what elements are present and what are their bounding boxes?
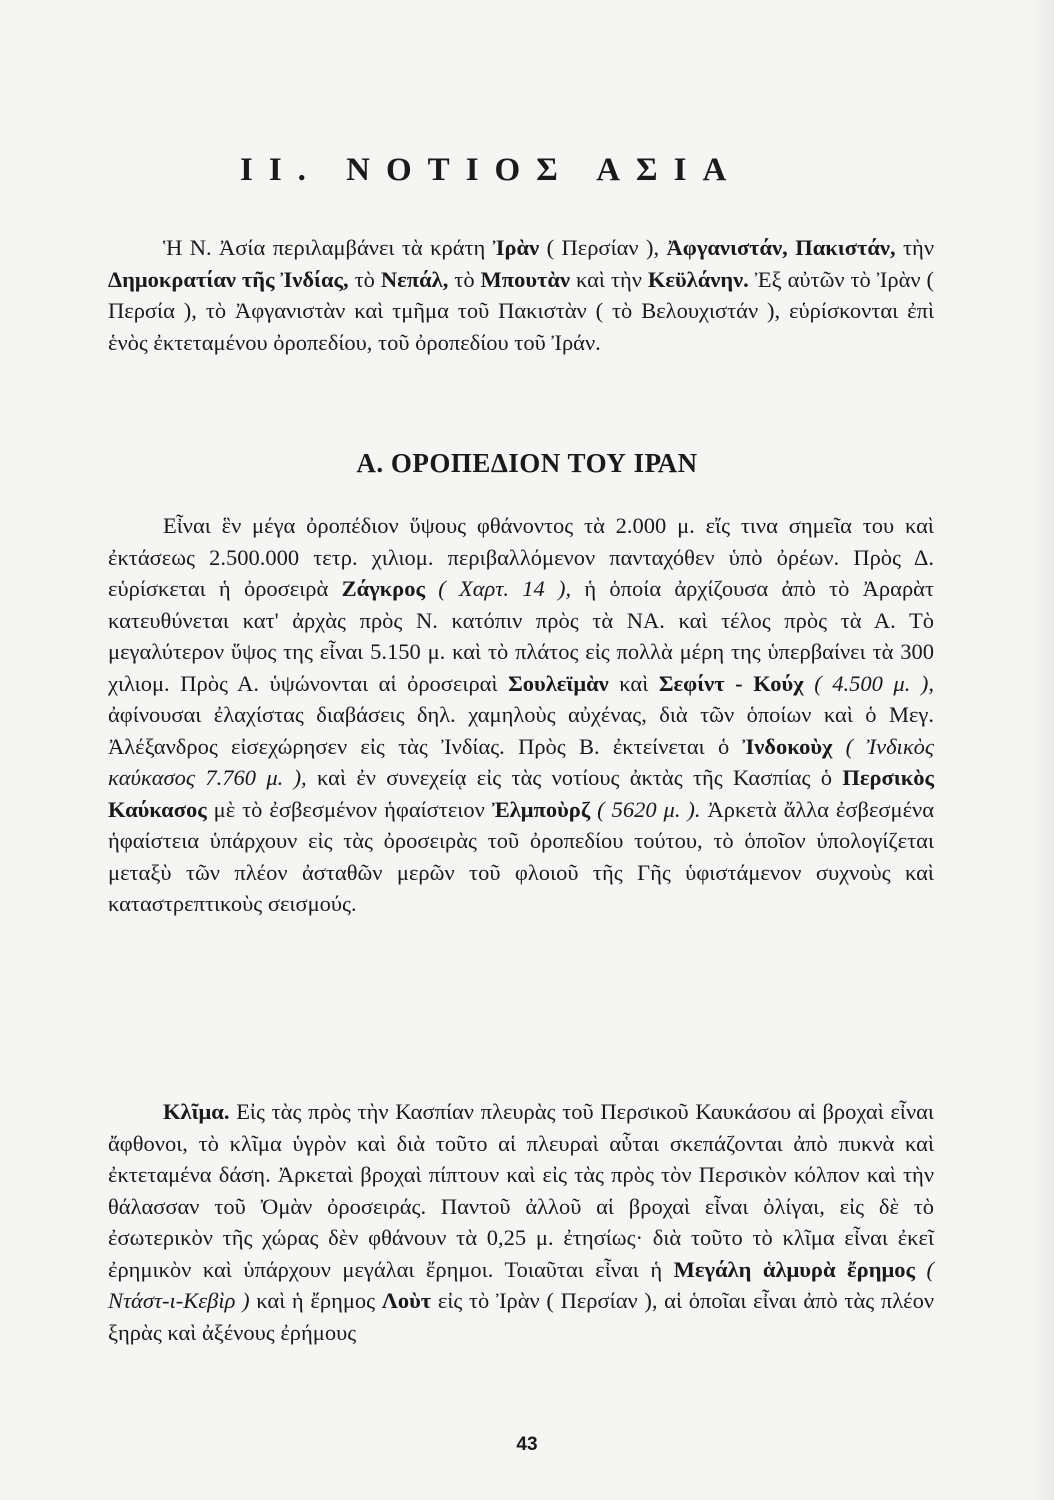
text-run: καὶ ἡ ἔρημος <box>249 1288 382 1313</box>
scan-edge-shadow <box>1032 0 1054 1500</box>
country-iran: Ἰρὰν <box>492 235 540 260</box>
term-lut: Λοὺτ <box>381 1288 432 1313</box>
map-reference: ( Χαρτ. 14 ), <box>438 576 572 601</box>
intro-paragraph <box>108 232 934 358</box>
term-elbrus: Ἐλμποὺρζ <box>491 796 591 822</box>
section-title: Α. ΟΡΟΠΕΔΙΟΝ ΤΟΥ ΙΡΑΝ <box>356 448 698 478</box>
text-run: ( Περσίαν ), <box>539 235 667 260</box>
climate-paragraph <box>108 1096 934 1348</box>
term-great-salt-desert: Μεγάλη ἁλμυρὰ ἔρημος <box>673 1256 915 1282</box>
height-reference: ( 4.500 μ. ), <box>814 670 935 696</box>
term-suleiman: Σουλεϊμὰν <box>508 670 609 696</box>
text-run: τὴν <box>895 235 934 260</box>
height-reference: ( 5620 μ. ). <box>597 796 701 822</box>
text-run: καὶ <box>608 670 659 696</box>
text-run: τὸ <box>448 266 481 292</box>
term-zagros: Ζάγκρος <box>341 576 425 601</box>
text-run: Ἀρκετὰ ἄλλα ἐσβεσμένα ἡφαίστεια ὑπάρχουν εἰς τὰς ὀροσειρὰς τοῦ ὀροπεδίου τούτου, τὸ ὁποῖον ὑπολογίζεται μεταξὺ τῶν πλέον ἀσταθῶν μερῶν τοῦ φλοιοῦ τῆς Γῆς ὑφιστάμενον συχνοὺς καὶ καταστρεπτικοὺς σεισμούς. <box>108 796 934 916</box>
text-run: ἡ ὁποία ἀρχίζουσα ἀπὸ τὸ Ἀραρὰτ κατευθύνεται κατ' ἀρχὰς πρὸς Ν. κατόπιν πρὸς τὰ ΝΑ. καὶ τέλος πρὸς τὰ Α. Τὸ μεγαλύτερον ὕψος της εἶναι 5.150 μ. καὶ τὸ πλάτος εἰς πολλὰ μέρη της ὑπερβαίνει τὰ 300 χιλιομ. Πρὸς Α. ὑψώνονται αἱ ὀροσειραὶ <box>108 576 935 696</box>
text-run: καὶ ἐν συνεχείᾳ εἰς τὰς νοτίους ἀκτὰς τῆς Κασπίας ὁ <box>306 765 843 790</box>
country-bhutan: Μπουτὰν <box>480 266 571 292</box>
page-number: 43 <box>516 1434 538 1455</box>
country-names: Ἀφγανιστάν, Πακιστάν, <box>666 235 896 260</box>
text-run: τὸ <box>348 266 381 292</box>
chapter-title: ΙΙ. ΝΟΤΙΟΣ ΑΣΙΑ <box>240 152 743 188</box>
text-run: Ἐξ αὐτῶν τὸ Ἰρὰν ( Περσία ), τὸ Ἀφγανιστὰν καὶ τμῆμα τοῦ Πακιστὰν ( τὸ Βελουχιστάν ), εὑρίσκονται ἐπὶ ἑνὸς ἐκτεταμένου ὀροπεδίου, τοῦ ὀροπεδίου τοῦ Ἰράν. <box>108 266 934 355</box>
text-run: Εἶναι ἓν μέγα ὀροπέδιον ὕψους φθάνοντος τὰ 2.000 μ. εἴς τινα σημεῖα του καὶ ἐκτάσεως 2.500.000 τετρ. χιλιομ. περιβαλλόμενον πανταχόθεν ὑπὸ ὀρέων. Πρὸς Δ. εὑρίσκεται ἡ ὀροσειρὰ <box>108 513 934 601</box>
height-reference: ( Ἰνδικὸς καύκασος 7.760 μ. ), <box>108 733 934 790</box>
country-ceylon: Κεϋλάνην. <box>647 266 749 292</box>
term-persian-caucasus: Περσικὸς Καύκασος <box>108 765 934 822</box>
text-run: Ἡ Ν. Ἀσία περιλαμβάνει τὰ κράτη <box>163 235 493 260</box>
desert-local-name: ( Ντάστ-ι-Κεβὶρ ) <box>108 1256 934 1313</box>
term-safed-koh: Σεφίντ - Κούχ <box>658 670 804 696</box>
climate-label: Κλῖμα. <box>163 1099 230 1124</box>
plateau-paragraph <box>108 510 934 920</box>
text-run: καὶ τὴν <box>570 266 648 292</box>
text-run: ἀφίνουσαι ἐλαχίστας διαβάσεις δηλ. χαμηλοὺς αὐχένας, διὰ τῶν ὁποίων καὶ ὁ Μεγ. Ἀλέξανδρος εἰσεχώρησεν εἰς τὰς Ἰνδίας. Πρὸς Β. ἐκτείνεται ὁ <box>108 702 934 759</box>
text-run: εἰς τὸ Ἰρὰν ( Περσίαν ), αἱ ὁποῖαι εἶναι ἀπὸ τὰς πλέον ξηρὰς καὶ ἀξένους ἐρήμους <box>108 1288 934 1345</box>
text-run: Εἰς τὰς πρὸς τὴν Κασπίαν πλευρὰς τοῦ Περσικοῦ Καυκάσου αἱ βροχαὶ εἶναι ἄφθονοι, τὸ κλῖμα ὑγρὸν καὶ διὰ τοῦτο αἱ πλευραὶ αὗται σκεπάζονται ἀπὸ πυκνὰ καὶ ἐκτεταμένα δάση. Ἀρκεταὶ βροχαὶ πίπτουν καὶ εἰς τὰς πρὸς τὸν Περσικὸν κόλπον καὶ τὴν θάλασσαν τοῦ Ὀμὰν ὀροσειράς. Παντοῦ ἀλλοῦ αἱ βροχαὶ εἶναι ὀλίγαι, εἰς δὲ τὸ ἐσωτερικὸν τῆς χώρας δὲν φθάνουν τὰ 0,25 μ. ἐτησίως· διὰ τοῦτο τὸ κλῖμα εἶναι ἐκεῖ ἐρημικὸν καὶ ὑπάρχουν μεγάλαι ἔρημοι. Τοιαῦται εἶναι ἡ <box>108 1099 934 1282</box>
term-hindu-kush: Ἰνδοκοὺχ <box>742 733 833 759</box>
country-india: Δημοκρατίαν τῆς Ἰνδίας, <box>108 266 349 292</box>
text-run: μὲ τὸ ἐσβεσμένον ἡφαίστειον <box>206 796 492 822</box>
country-nepal: Νεπάλ, <box>380 266 449 292</box>
